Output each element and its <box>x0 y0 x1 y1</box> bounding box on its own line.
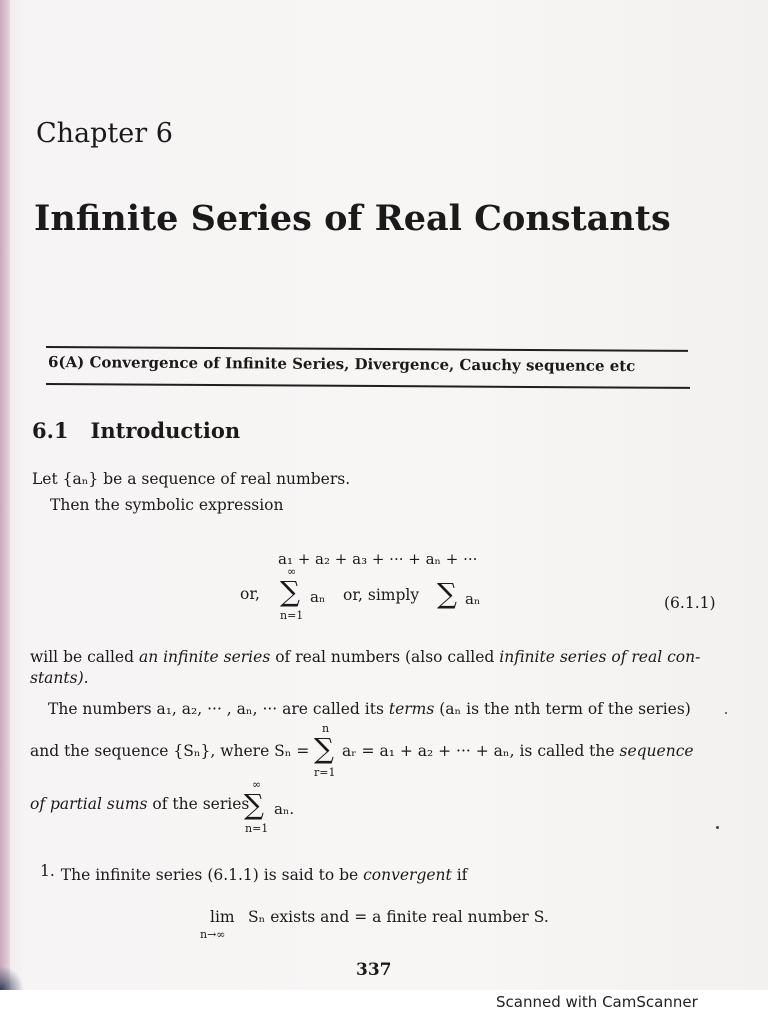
para2-text-3: of the series <box>147 795 250 813</box>
para2-line-1 <box>48 700 691 718</box>
intro-line-1: Let {aₙ} be a sequence of real numbers. <box>32 470 351 488</box>
limit-word: lim <box>210 908 235 926</box>
limit-statement: Sₙ exists and = a finite real number S. <box>248 908 549 926</box>
item-1-text: The infinite series (6.1.1) is said to be <box>60 866 364 884</box>
equation-number: (6.1.1) <box>664 594 716 612</box>
series-sum-term: aₙ. <box>274 800 295 818</box>
equation-line-1: a₁ + a₂ + a₃ + ··· + aₙ + ··· <box>278 550 478 568</box>
para1-continuation: stants). <box>30 669 89 687</box>
equation-or: or, <box>240 585 260 603</box>
para1-italic-term-2: infinite series of real con- <box>499 648 701 666</box>
series-sum-lower: n=1 <box>245 822 269 835</box>
banner-bottom-rule <box>46 383 690 389</box>
partial-sum-lower: r=1 <box>314 766 336 779</box>
item-1-number: 1. <box>40 862 55 880</box>
para2-text: The numbers a₁, a₂, ··· , aₙ, ··· are called its <box>48 700 389 718</box>
chapter-title: Infinite Series of Real Constants <box>34 198 671 239</box>
para2-text-2: (aₙ is the nth term of the series) <box>434 700 691 718</box>
sum-upper-limit: ∞ <box>287 565 297 578</box>
partial-sum-sigma: ∑ <box>314 732 334 765</box>
section-number: 6.1 <box>32 418 69 443</box>
series-sum-upper: ∞ <box>252 778 262 791</box>
partial-sums-italic: of partial sums <box>30 795 148 813</box>
convergent-italic: convergent <box>363 866 452 884</box>
scanner-watermark: Scanned with CamScanner <box>496 993 698 1011</box>
page-number: 337 <box>356 960 392 980</box>
intro-line-2: Then the symbolic expression <box>50 496 284 514</box>
item-1 <box>40 862 468 884</box>
equation-or-simply: or, simply <box>343 586 420 604</box>
para1-text: will be called <box>30 648 139 666</box>
chapter-label: Chapter 6 <box>36 118 173 149</box>
sigma-symbol: ∑ <box>280 575 300 608</box>
sequence-italic: sequence <box>619 742 694 760</box>
para2-line-2a: and the sequence {Sₙ}, where Sₙ = <box>30 742 310 760</box>
page-binding-edge <box>0 0 10 990</box>
partial-sum-upper: n <box>322 722 330 735</box>
item-1-text-2: if <box>451 866 468 884</box>
para1-text-2: of real numbers (also called <box>270 648 500 666</box>
limit-subscript: n→∞ <box>200 928 226 941</box>
para2-line-3 <box>30 795 249 813</box>
para2-italic-terms: terms <box>388 700 435 718</box>
para1-italic-term: an infinite series <box>138 648 271 666</box>
para1-line-2 <box>30 669 89 687</box>
sum-term: aₙ <box>310 588 326 606</box>
scan-speck <box>725 712 727 714</box>
partial-sum-expression: aᵣ = a₁ + a₂ + ··· + aₙ, is called the <box>342 742 620 760</box>
section-banner: 6(A) Convergence of Infinite Series, Divergence, Cauchy sequence etc <box>47 353 636 376</box>
sum-lower-limit: n=1 <box>280 609 304 622</box>
para2-line-2b <box>342 742 694 760</box>
corner-shadow <box>0 950 40 990</box>
para1-line-1 <box>30 648 700 666</box>
banner-top-rule <box>46 346 688 352</box>
section-title: Introduction <box>90 418 241 443</box>
scan-speck <box>716 826 719 829</box>
sigma-symbol-2: ∑ <box>437 577 457 610</box>
section-heading <box>32 418 240 443</box>
sum-term-2: aₙ <box>465 590 481 608</box>
series-sum-sigma: ∑ <box>244 788 264 821</box>
